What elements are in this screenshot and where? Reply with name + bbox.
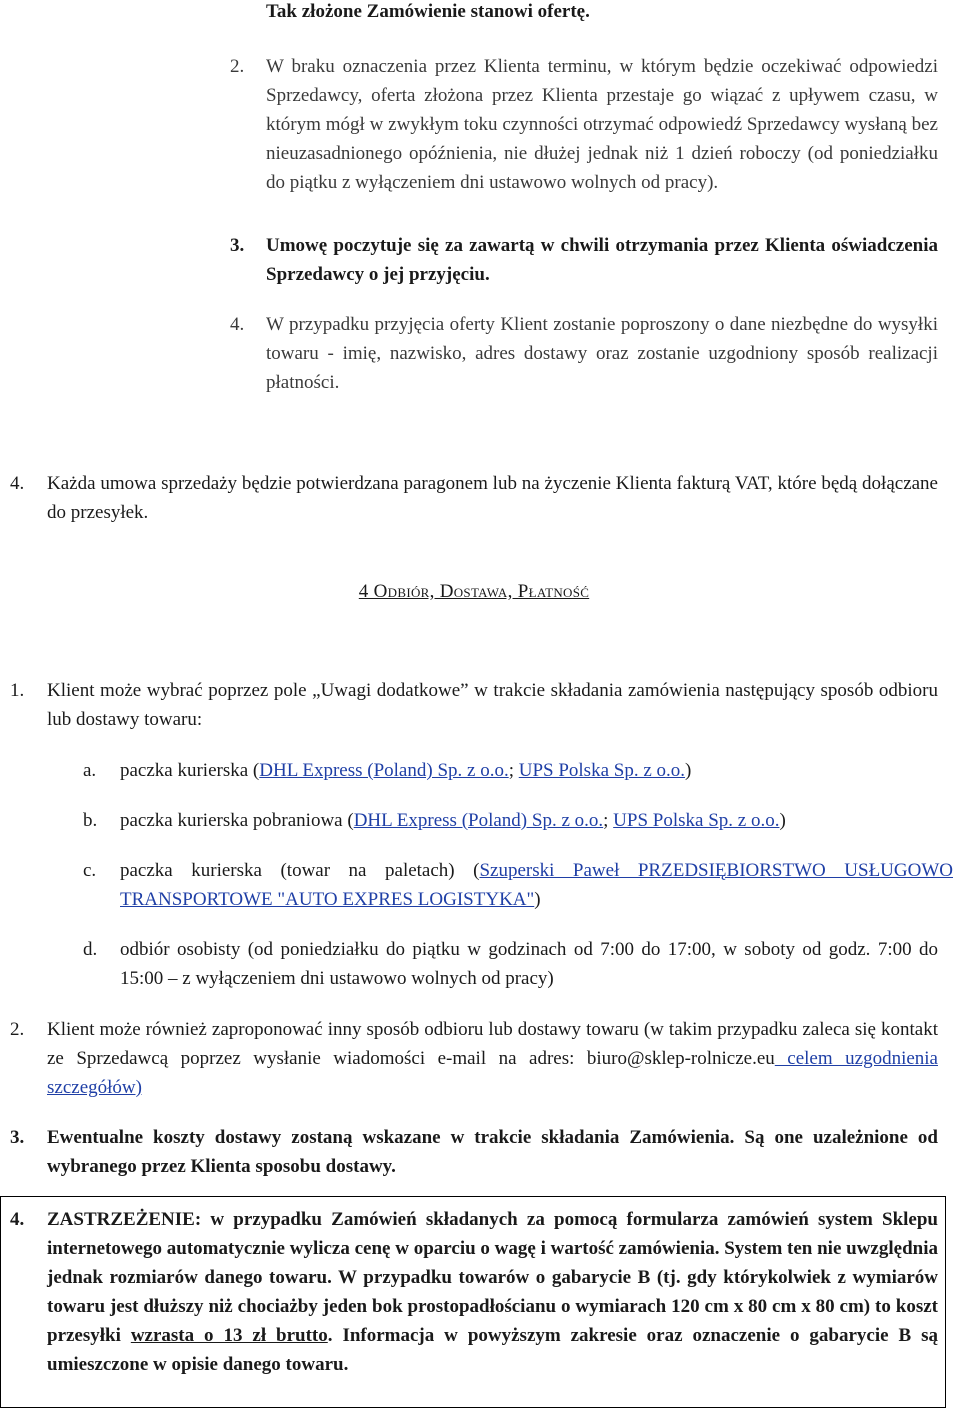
delivery-option-c: c. paczka kurierska (towar na paletach) (Szuperski Paweł PRZEDSIĘBIORSTWO USŁUGOWO TRANSPORTOWE "AUTO EXPRES LOGISTYKA") [83, 860, 953, 910]
delivery-item-4-reservation: 4. ZASTRZEŻENIE: w przypadku Zamówień składanych za pomocą formularza zamówień system Sklepu internetowego automatycznie wylicza cenę w oparciu o wagę i wartość zamówienia. System ten nie uwzględnia jednak rozmiarów danego towaru. W przypadku towarów o gabarycie B (tj. gdy którykolwiek z wymiarów towaru jest dłuższy niż chociażby jeden bok prostopadłościanu o wymiarach 120 cm x 80 cm x 80 cm) to koszt przesyłki wzrasta o 13 zł brutto. Informacja w powyższym zakresie oraz oznaczenie o gabarycie B są umieszczone w opisie danego towaru. [10, 1209, 938, 1375]
auto-expres-logistyka-link[interactable]: Szuperski Paweł PRZEDSIĘBIORSTWO USŁUGOWO TRANSPORTOWE "AUTO EXPRES LOGISTYKA" [120, 860, 953, 910]
ups-link[interactable]: UPS Polska Sp. z o.o. [518, 760, 686, 781]
delivery-option-d: d. odbiór osobisty (od poniedziałku do piątku w godzinach od 7:00 do 17:00, w soboty od godz. 7:00 do 15:00 – z wyłączeniem dni ustawowo wolnych od pracy) [83, 939, 938, 989]
details-link[interactable]: celem uzgodnienia szczegółów) [47, 1048, 938, 1098]
delivery-option-b: b. paczka kurierska pobraniowa (DHL Express (Poland) Sp. z o.o.; UPS Polska Sp. z o.o.) [83, 810, 786, 831]
dhl-link[interactable]: DHL Express (Poland) Sp. z o.o. [259, 760, 509, 781]
paragraph-4-offer: 4. W przypadku przyjęcia oferty Klient zostanie poproszony o dane niezbędne do wysyłki towaru - imię, nazwisko, adres dostawy oraz zostanie uzgodniony sposób realizacji płatności. [230, 314, 938, 393]
paragraph-receipt: 4. Każda umowa sprzedaży będzie potwierdzana paragonem lub na życzenie Klienta fakturą VAT, które będą dołączane do przesyłek. [10, 473, 938, 523]
delivery-item-1: 1. Klient może wybrać poprzez pole „Uwagi dodatkowe” w trakcie składania zamówienia następujący sposób odbioru lub dostawy towaru: [10, 680, 938, 730]
delivery-item-2: 2. Klient może również zaproponować inny sposób odbioru lub dostawy towaru (w takim przypadku zaleca się kontakt ze Sprzedawcą poprzez wysłanie wiadomości e-mail na adres: biuro@sklep-rolnicze.eu celem uzgodnienia szczegółów) [10, 1019, 938, 1098]
paragraph-3: 3. Umowę poczytuje się za zawartą w chwili otrzymania przez Klienta oświadczenia Sprzedawcy o jej przyjęciu. [230, 235, 938, 285]
paragraph-2: 2. W braku oznaczenia przez Klienta terminu, w którym będzie oczekiwać odpowiedzi Sprzedawcy, oferta złożona przez Klienta przestaje go wiązać z upływem czasu, w którym mógł w zwykłym toku czynności otrzymać odpowiedź Sprzedawcy wysłaną bez nieuzasadnionego opóźnienia, nie dłużej jednak niż 1 dzień roboczy (od poniedziałku do piątku z wyłączeniem dni ustawowo wolnych od pracy). [230, 56, 938, 193]
price-increase-note: wzrasta o 13 zł brutto [130, 1325, 328, 1346]
ups-link[interactable]: UPS Polska Sp. z o.o. [613, 810, 780, 831]
section-title: 4 Odbiór, Dostawa, Płatność [358, 581, 590, 602]
dhl-link[interactable]: DHL Express (Poland) Sp. z o.o. [353, 810, 604, 831]
delivery-item-3: 3. Ewentualne koszty dostawy zostaną wskazane w trakcie składania Zamówienia. Są one uzależnione od wybranego przez Klienta sposobu dostawy. [10, 1127, 938, 1177]
delivery-option-a: a. paczka kurierska (DHL Express (Poland) Sp. z o.o.; UPS Polska Sp. z o.o.) [83, 760, 692, 781]
offer-intro-line: Tak złożone Zamówienie stanowi ofertę. [266, 1, 590, 22]
